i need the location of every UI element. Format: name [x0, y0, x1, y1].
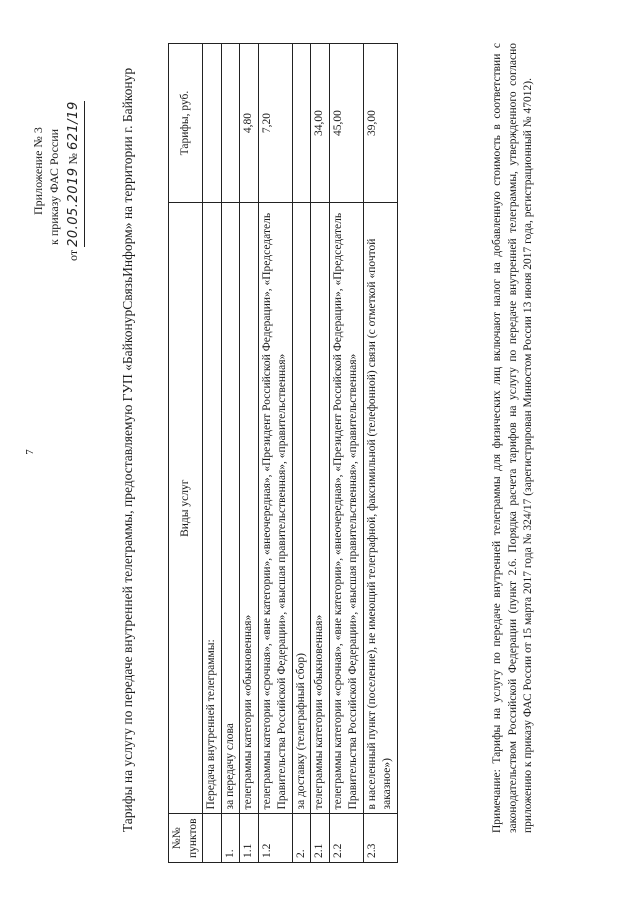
- row-service: за передачу слова: [221, 203, 240, 814]
- row-num: 2.: [292, 814, 311, 863]
- header-service: Виды услуг: [169, 203, 203, 814]
- header-num: №№ пунктов: [169, 814, 203, 863]
- table-row: [292, 44, 311, 863]
- table-row: [258, 44, 292, 863]
- footnote: Примечание: Тарифы на услугу по передаче внутренней телеграммы для физических лиц включают налог на добавленную стоимость в соответствии с законодательством Российской Федерации (пункт 2.6. Порядка расчета тарифов на услугу по передаче внутренней телеграммы, утвержденного согласно приложению к приказу ФАС России от 15 марта 2017 года № 324/17 (зарегистрирован Минюстом России 13 июня 2017 года, регистрационный № 47012).: [491, 43, 535, 833]
- appendix-order-ref: к приказу ФАС России: [47, 128, 62, 245]
- row-service: телеграммы категории «срочная», «вне категории», «внеочередная», «Президент Российской Федерации», «Председатель Правительства Российской Федерации», «высшая правительственная», «правительственная»: [258, 203, 292, 814]
- row-tariff: [203, 44, 222, 203]
- header-tariff: Тарифы, руб.: [169, 44, 203, 203]
- row-num: [203, 814, 222, 863]
- row-num: 2.2: [329, 814, 363, 863]
- table-row: [221, 44, 240, 863]
- order-date-number: [65, 101, 85, 247]
- table-row: [329, 44, 363, 863]
- page-number: 7: [24, 449, 36, 455]
- row-tariff: 45,00: [329, 44, 363, 203]
- table-row: [311, 44, 330, 863]
- date-prefix: от: [66, 249, 81, 261]
- document-title: Тарифы на услугу по передаче внутренней телеграммы, предоставляемую ГУП «БайконурСвязьИнформ» на территории г. Байконур: [120, 67, 135, 833]
- row-service: в населенный пункт (поселение), не имеющий телеграфной, факсимильной (телефонной) связи (с отметкой «почтой заказное»): [363, 203, 397, 814]
- table-row: [203, 44, 222, 863]
- table-header-row: [169, 44, 203, 863]
- handwritten-date: 20.05.2019: [66, 167, 82, 247]
- row-tariff: 7,20: [258, 44, 292, 203]
- appendix-block: [30, 15, 85, 285]
- appendix-label: Приложение № 3: [31, 127, 45, 215]
- row-num: 1.1: [240, 814, 259, 863]
- row-tariff: 4,80: [240, 44, 259, 203]
- row-tariff: [292, 44, 311, 203]
- row-service: телеграммы категории «обыкновенная»: [240, 203, 259, 814]
- row-service: телеграммы категории «срочная», «вне категории», «внеочередная», «Президент Российской Федерации», «Председатель Правительства Российской Федерации», «высшая правительственная», «правительственная»: [329, 203, 363, 814]
- row-service: телеграммы категории «обыкновенная»: [311, 203, 330, 814]
- tariff-table: [168, 43, 398, 863]
- row-tariff: 34,00: [311, 44, 330, 203]
- row-tariff: [221, 44, 240, 203]
- row-num: 1.2: [258, 814, 292, 863]
- table-row: [363, 44, 397, 863]
- row-service: Передача внутренней телеграммы:: [203, 203, 222, 814]
- number-prefix: №: [66, 153, 81, 165]
- row-num: 1.: [221, 814, 240, 863]
- row-tariff: 39,00: [363, 44, 397, 203]
- appendix-date-line: [65, 15, 85, 285]
- row-num: 2.1: [311, 814, 330, 863]
- row-num: 2.3: [363, 814, 397, 863]
- row-service: за доставку (телеграфный сбор): [292, 203, 311, 814]
- handwritten-number: 621/19: [66, 101, 82, 151]
- table-row: [240, 44, 259, 863]
